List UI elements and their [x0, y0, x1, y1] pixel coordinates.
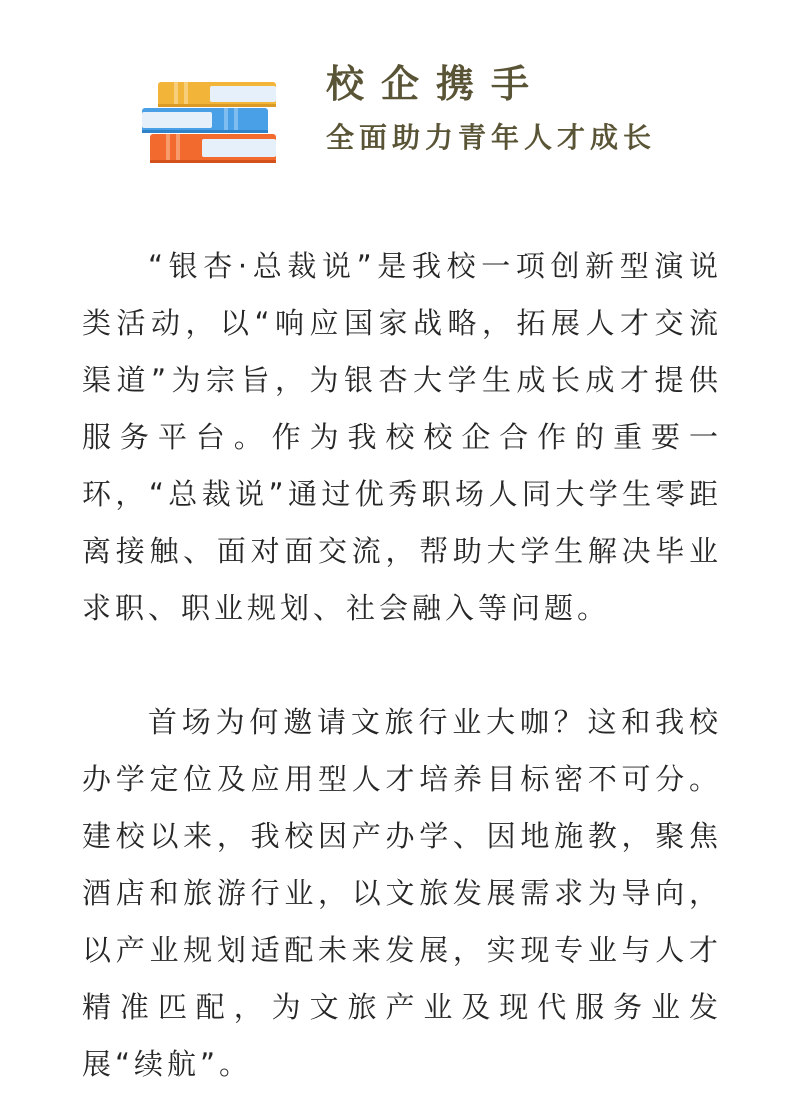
book-top — [158, 82, 276, 107]
page-title: 校企携手 — [326, 62, 547, 106]
paragraph-intro: “银杏·总裁说”是我校一项创新型演说类活动，以“响应国家战略，拓展人才交流渠道”为宗旨，为银杏大学生成长成才提供服务平台。作为我校校企合作的重要一环，“总裁说”通过优秀职场人同大学生零距离接触、面对面交流，帮助大学生解决毕业求职、职业规划、社会融入等问题。 — [82, 249, 722, 625]
book-bottom — [150, 134, 276, 163]
page-subtitle: 全面助力青年人才成长 — [326, 121, 657, 154]
stacked-books-icon — [140, 78, 288, 168]
paragraph-reason: 首场为何邀请文旅行业大咖？这和我校办学定位及应用型人才培养目标密不可分。建校以来，我校因产办学、因地施教，聚焦酒店和旅游行业，以文旅发展需求为导向，以产业规划适配未来发展，实现专业与人才精准匹配，为文旅产业及现代服务业发展“续航”。 — [82, 705, 722, 1081]
book-middle — [142, 108, 268, 133]
header — [0, 0, 800, 200]
article-body — [82, 238, 722, 1093]
